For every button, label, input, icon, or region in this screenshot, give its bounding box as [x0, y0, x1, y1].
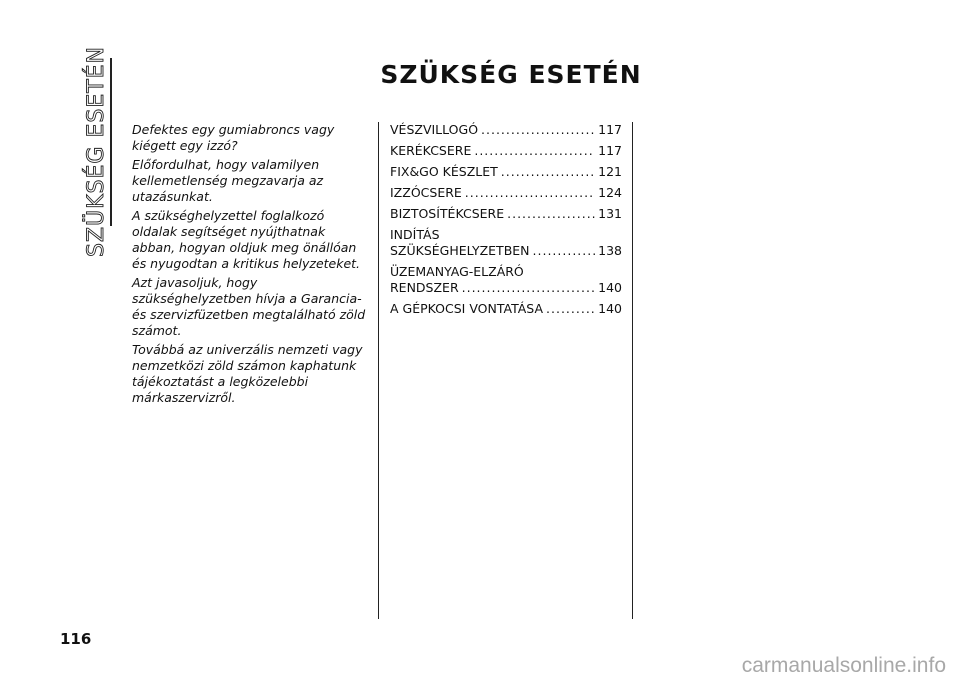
watermark: carmanualsonline.info [741, 654, 946, 677]
toc-leader-dots [546, 301, 595, 317]
intro-paragraph: A szükséghelyzettel foglalkozó oldalak segítséget nyújthatnak abban, hogyan oldjuk meg önállóan és nyugodtan a kritikus helyzeteket. [132, 208, 361, 271]
intro-paragraph: Továbbá az univerzális nemzeti vagy nemzetközi zöld számon kaphatunk tájékoztatást a legközelebbi márkaszervizről. [132, 342, 363, 405]
toc-leader-dots [507, 206, 595, 222]
toc-item[interactable] [390, 301, 622, 317]
column-divider [632, 122, 633, 619]
page-title: SZÜKSÉG ESETÉN [380, 60, 642, 89]
toc-item-label: KERÉKCSERE [390, 143, 472, 158]
toc-item[interactable] [390, 206, 622, 222]
toc-page-number: 140 [598, 301, 622, 316]
toc-item-label: VÉSZVILLOGÓ [390, 122, 479, 137]
intro-paragraph: Azt javasoljuk, hogy szükséghelyzetben hívja a Garancia- és szervizfüzetben megtalálható zöld számot. [132, 275, 366, 338]
toc-leader-dots [465, 185, 595, 201]
toc-item-label: SZÜKSÉGHELYZETBEN [390, 243, 530, 258]
toc-leader-dots [501, 164, 595, 180]
table-of-contents [390, 122, 622, 322]
toc-page-number: 117 [598, 122, 622, 137]
side-divider [110, 58, 112, 226]
toc-item-label: IZZÓCSERE [390, 185, 462, 200]
toc-page-number: 124 [598, 185, 622, 200]
toc-leader-dots [474, 143, 595, 159]
intro-paragraph: Előfordulhat, hogy valamilyen kellemetlenség megzavarja az utazásunkat. [132, 157, 324, 204]
toc-item[interactable] [390, 122, 622, 138]
toc-leader-dots [533, 243, 596, 259]
toc-item[interactable] [390, 164, 622, 180]
intro-text [132, 122, 372, 409]
column-divider [378, 122, 379, 619]
toc-item-label: RENDSZER [390, 280, 459, 295]
toc-page-number: 138 [598, 243, 622, 258]
toc-item-label: INDÍTÁS [390, 227, 440, 242]
toc-page-number: 121 [598, 164, 622, 179]
side-section-title-text: SZÜKSÉG ESETÉN [84, 45, 110, 257]
toc-item-label: FIX&GO KÉSZLET [390, 164, 498, 179]
side-section-title [82, 45, 112, 257]
toc-item[interactable] [390, 143, 622, 159]
toc-leader-dots [481, 122, 595, 138]
toc-item[interactable] [390, 185, 622, 201]
toc-item[interactable] [390, 227, 622, 259]
toc-page-number: 117 [598, 143, 622, 158]
toc-item-label: A GÉPKOCSI VONTATÁSA [390, 301, 544, 316]
toc-leader-dots [462, 280, 596, 296]
toc-item-label: ÜZEMANYAG-ELZÁRÓ [390, 264, 524, 279]
toc-item[interactable] [390, 264, 622, 296]
toc-page-number: 140 [598, 280, 622, 295]
toc-item-label: BIZTOSÍTÉKCSERE [390, 206, 505, 221]
toc-page-number: 131 [598, 206, 622, 221]
intro-paragraph: Defektes egy gumiabroncs vagy kiégett egy izzó? [132, 122, 335, 153]
page-number: 116 [60, 630, 92, 648]
